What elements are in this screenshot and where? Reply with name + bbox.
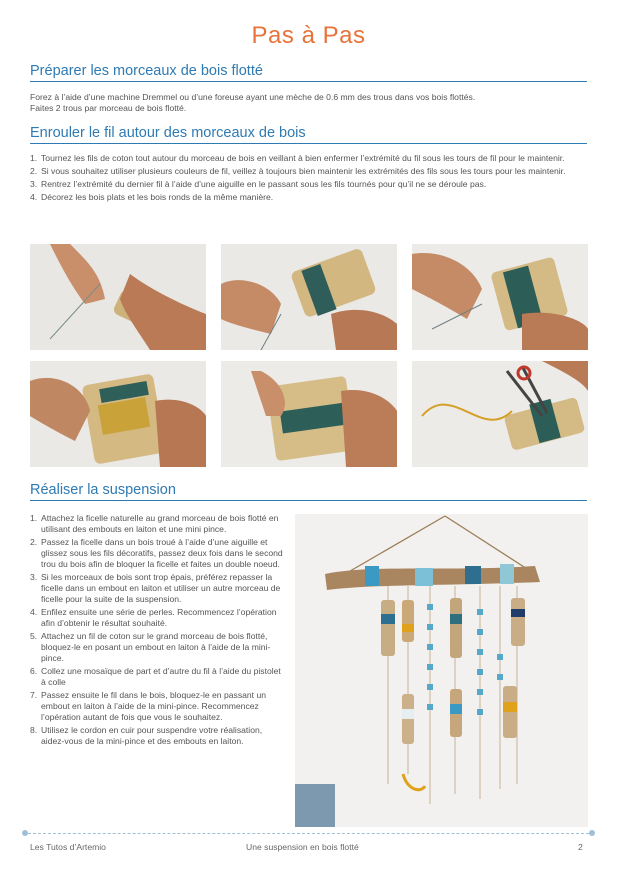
list-item: 2. Passez la ficelle dans un bois troué à l’aide d’une aiguille et glissez sous les fils décoratifs, passez deux fois dans le second trou du bois afin de bloquer la ficelle et faites un double noeud. — [30, 537, 283, 569]
step-photo-6 — [412, 361, 588, 467]
prepare-line-1: Forez à l’aide d’une machine Dremmel ou d’une foreuse ayant une mèche de 0.6 mm des trous dans vos bois flottés. — [30, 92, 476, 102]
prepare-line-2: Faites 2 trous par morceau de bois flotté. — [30, 103, 187, 113]
footer-divider — [28, 833, 589, 834]
step-photo-1 — [30, 244, 206, 350]
finished-mobile-photo — [295, 514, 588, 827]
step-photo-2 — [221, 244, 397, 350]
list-item: 1. Attachez la ficelle naturelle au grand morceau de bois flotté en utilisant des embouts en laiton et une mini pince. — [30, 513, 279, 534]
list-item: 1. Tournez les fils de coton tout autour du morceau de bois en veillant à bien enfermer l’extrémité du fil sous les tours de fil pour le maintenir. — [30, 153, 565, 163]
page-title: Pas à Pas — [251, 22, 366, 49]
step-photo-4 — [30, 361, 206, 467]
list-item: 2. Si vous souhaitez utiliser plusieurs couleurs de fil, veillez à toujours bien maintenir les extrémités des fils sous les tours pour les maintenir. — [30, 166, 566, 176]
list-item: 6. Collez une mosaïque de part et d’autre du fil à l’aide du pistolet à colle — [30, 666, 281, 687]
list-item: 4. Enfilez ensuite une série de perles. Recommencez l’opération afin d’obtenir le résultat souhaité. — [30, 607, 277, 628]
step-photo-5 — [221, 361, 397, 467]
suspension-steps-list — [30, 513, 286, 749]
list-item: 8. Utilisez le cordon en cuir pour suspendre votre réalisation, aidez-vous de la mini-pince et des embouts en laiton. — [30, 725, 263, 746]
footer-dot-left — [22, 830, 28, 836]
footer-dot-right — [589, 830, 595, 836]
list-item: 3. Si les morceaux de bois sont trop épais, préférez repasser la ficelle dans un embout en laiton et utiliser un autre morceau de ficelle pour la suite de la suspension. — [30, 572, 281, 604]
list-item: 4. Décorez les bois plats et les bois ronds de la même manière. — [30, 192, 274, 202]
wrap-steps-list — [30, 153, 587, 205]
footer-document-title: Une suspension en bois flotté — [246, 842, 359, 852]
list-item: 7. Passez ensuite le fil dans le bois, bloquez-le en passant un embout en laiton à l’aide de la mini-pince. Recommencez l’opération autant de fois que vous le souhaitez. — [30, 690, 267, 722]
footer-brand: Les Tutos d’Artemio — [30, 842, 106, 852]
section-heading-prepare: Préparer les morceaux de bois flotté — [30, 63, 587, 82]
page-number: 2 — [578, 842, 583, 852]
step-photo-3 — [412, 244, 588, 350]
section-heading-suspension: Réaliser la suspension — [30, 482, 587, 501]
section-heading-wrap: Enrouler le fil autour des morceaux de bois — [30, 125, 587, 144]
list-item: 5. Attachez un fil de coton sur le grand morceau de bois flotté, bloquez-le en posant un embout en laiton à l’aide de la mini-pince. — [30, 631, 271, 663]
list-item: 3. Rentrez l’extrémité du dernier fil à l’aide d’une aiguille en le passant sous les fils tournés pour qu’il ne se déroule pas. — [30, 179, 487, 189]
section-prepare-text — [30, 92, 587, 114]
